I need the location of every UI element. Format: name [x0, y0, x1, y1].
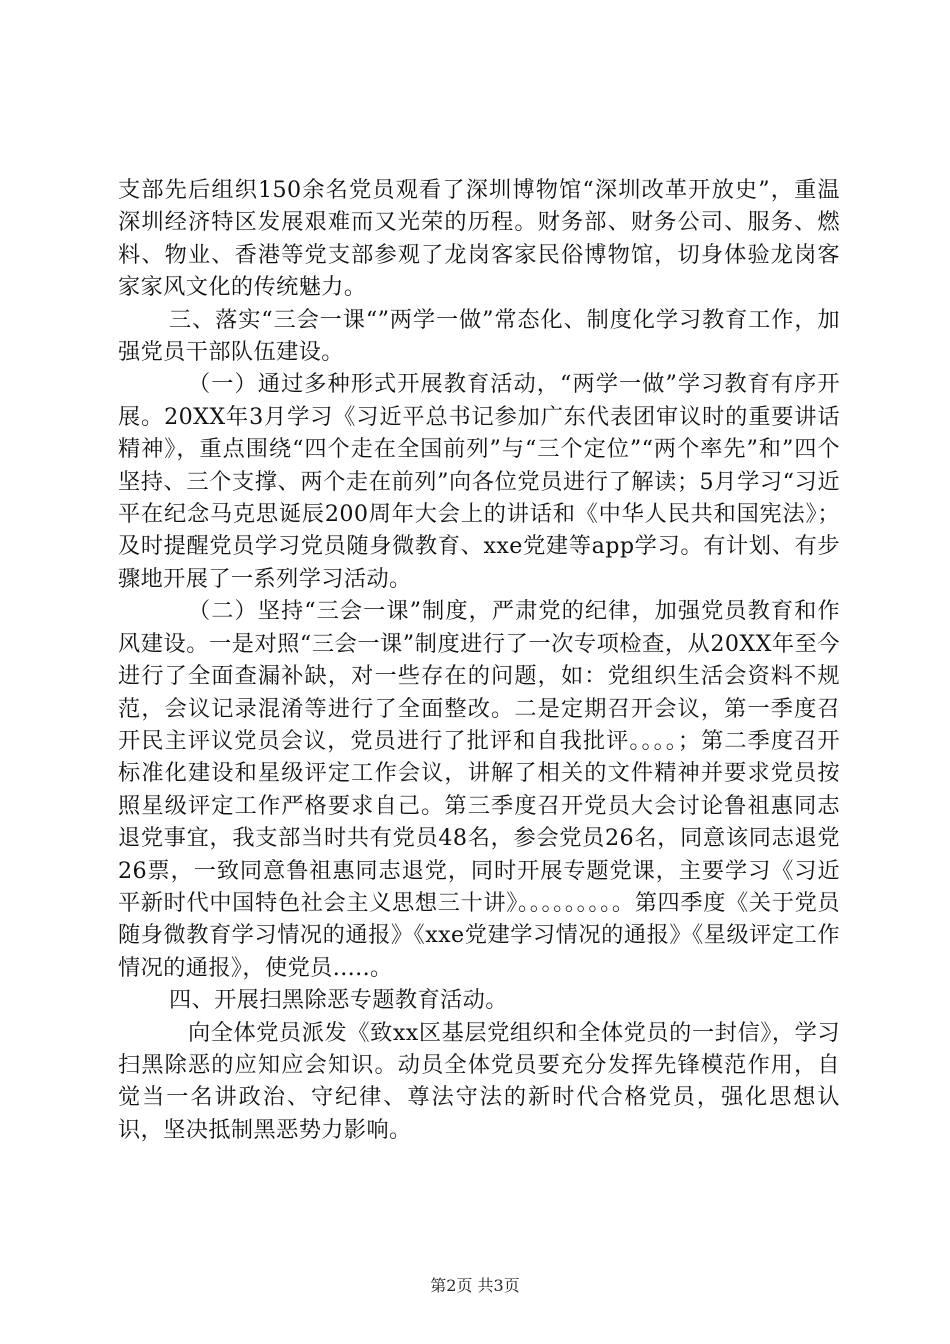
paragraph-continuation: 支部先后组织150余名党员观看了深圳博物馆“深圳改革开放史”，重温深圳经济特区发展艰难而又光荣的历程。财务部、财务公司、服务、燃料、物业、香港等党支部参观了龙岗客家民俗博物馆，切身体验龙岗客家家风文化的传统魅力。 [118, 177, 840, 301]
document-body [118, 174, 840, 1146]
section-heading-three: 三、落实“三会一课“”两学一做”常态化、制度化学习教育工作，加强党员干部队伍建设。 [118, 306, 840, 366]
paragraph-anti-crime: 向全体党员派发《致xx区基层党组织和全体党员的一封信》，学习扫黑除恶的应知应会知识。动员全体党员要充分发挥先锋模范作用，自觉当一名讲政治、守纪律、尊法守法的新时代合格党员，强化思想认识，坚决抵制黑恶势力影响。 [118, 1019, 840, 1143]
section-heading-four: 四、开展扫黑除恶专题教育活动。 [169, 987, 508, 1014]
paragraph-subsection-one: （一）通过多种形式开展教育活动，“两学一做”学习教育有序开展。20XX年3月学习《习近平总书记参加广东代表团审议时的重要讲话精神》，重点围绕“四个走在全国前列”与“三个定位”“两个率先”和”四个坚持、三个支撑、两个走在前列”向各位党员进行了解读；5月学习“习近平在纪念马克思诞辰200周年大会上的讲话和《中华人民共和国宪法》；及时提醒党员学习党员随身微教育、xxe党建等app学习。有计划、有步骤地开展了一系列学习活动。 [118, 371, 840, 592]
page-number-footer: 第2页 共3页 [430, 1276, 520, 1295]
paragraph-subsection-two: （二）坚持“三会一课”制度，严肃党的纪律，加强党员教育和作风建设。一是对照“三会一课”制度进行了一次专项检查，从20XX年至今进行了全面查漏补缺，对一些存在的问题，如：党组织生活会资料不规范，会议记录混淆等进行了全面整改。二是定期召开会议，第一季度召开民主评议党员会议，党员进行了批评和自我批评。。。。；第二季度召开标准化建设和星级评定工作会议，讲解了相关的文件精神并要求党员按照星级评定工作严格要求自己。第三季度召开党员大会讨论鲁祖惠同志退党事宜，我支部当时共有党员48名，参会党员26名，同意该同志退党26票，一致同意鲁祖惠同志退党，同时开展专题党课，主要学习《习近平新时代中国特色社会主义思想三十讲》。。。。。。。。。第四季度《关于党员随身微教育学习情况的通报》《xxe党建学习情况的通报》《星级评定工作情况的通报》，使党员.....。 [118, 598, 840, 981]
